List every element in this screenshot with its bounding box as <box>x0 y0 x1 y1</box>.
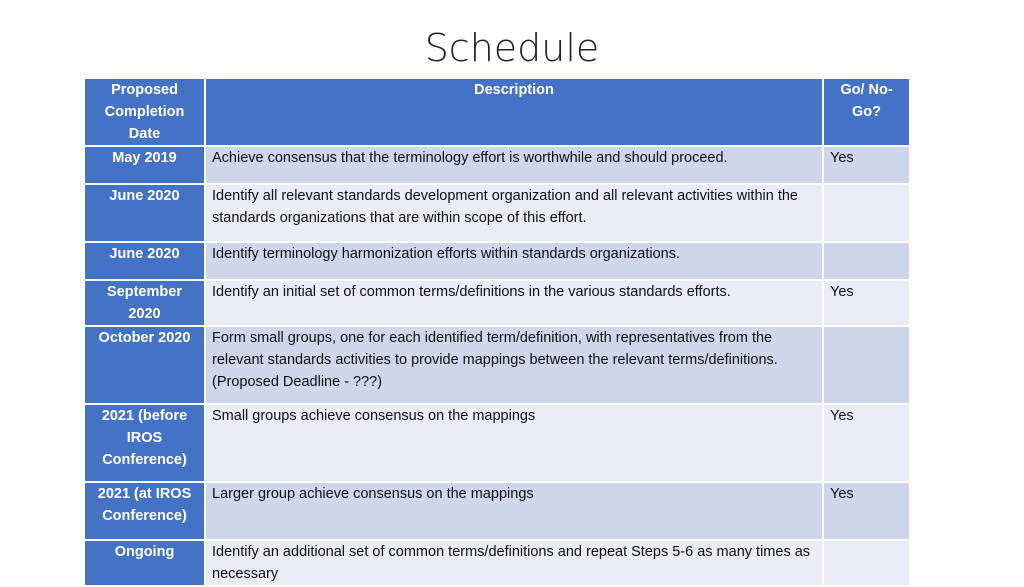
row-description: Identify terminology harmonization efforts within standards organizations. <box>205 242 823 280</box>
row-description: Identify an initial set of common terms/definitions in the various standards efforts. <box>205 280 823 326</box>
header-description: Description <box>205 78 823 146</box>
row-date: September 2020 <box>84 280 205 326</box>
row-date: October 2020 <box>84 326 205 404</box>
page-title: Schedule <box>424 26 600 70</box>
header-row <box>84 78 910 146</box>
schedule-table <box>83 77 911 587</box>
row-description: Larger group achieve consensus on the mappings <box>205 482 823 540</box>
table-row <box>84 184 910 242</box>
table-row <box>84 242 910 280</box>
row-description: Form small groups, one for each identified term/definition, with representatives from the relevant standards activities to provide mappings between the relevant terms/definitions. (Proposed Deadline - ???) <box>205 326 823 404</box>
row-go-no-go: Yes <box>823 404 910 482</box>
row-description: Small groups achieve consensus on the mappings <box>205 404 823 482</box>
table-row <box>84 482 910 540</box>
row-go-no-go <box>823 242 910 280</box>
row-go-no-go: Yes <box>823 482 910 540</box>
row-date: 2021 (at IROS Conference) <box>84 482 205 540</box>
table-row <box>84 540 910 586</box>
row-go-no-go <box>823 326 910 404</box>
table-row <box>84 326 910 404</box>
header-date: Proposed Completion Date <box>84 78 205 146</box>
row-date: June 2020 <box>84 184 205 242</box>
row-date: June 2020 <box>84 242 205 280</box>
table-row <box>84 146 910 184</box>
row-go-no-go: Yes <box>823 146 910 184</box>
row-date: May 2019 <box>84 146 205 184</box>
row-description: Achieve consensus that the terminology effort is worthwhile and should proceed. <box>205 146 823 184</box>
table-row <box>84 404 910 482</box>
row-date: Ongoing <box>84 540 205 586</box>
table-row <box>84 280 910 326</box>
row-go-no-go <box>823 540 910 586</box>
row-go-no-go: Yes <box>823 280 910 326</box>
row-description: Identify an additional set of common terms/definitions and repeat Steps 5-6 as many times as necessary <box>205 540 823 586</box>
row-date: 2021 (before IROS Conference) <box>84 404 205 482</box>
row-description: Identify all relevant standards development organization and all relevant activities within the standards organizations that are within scope of this effort. <box>205 184 823 242</box>
row-go-no-go <box>823 184 910 242</box>
header-go-no-go: Go/ No-Go? <box>823 78 910 146</box>
